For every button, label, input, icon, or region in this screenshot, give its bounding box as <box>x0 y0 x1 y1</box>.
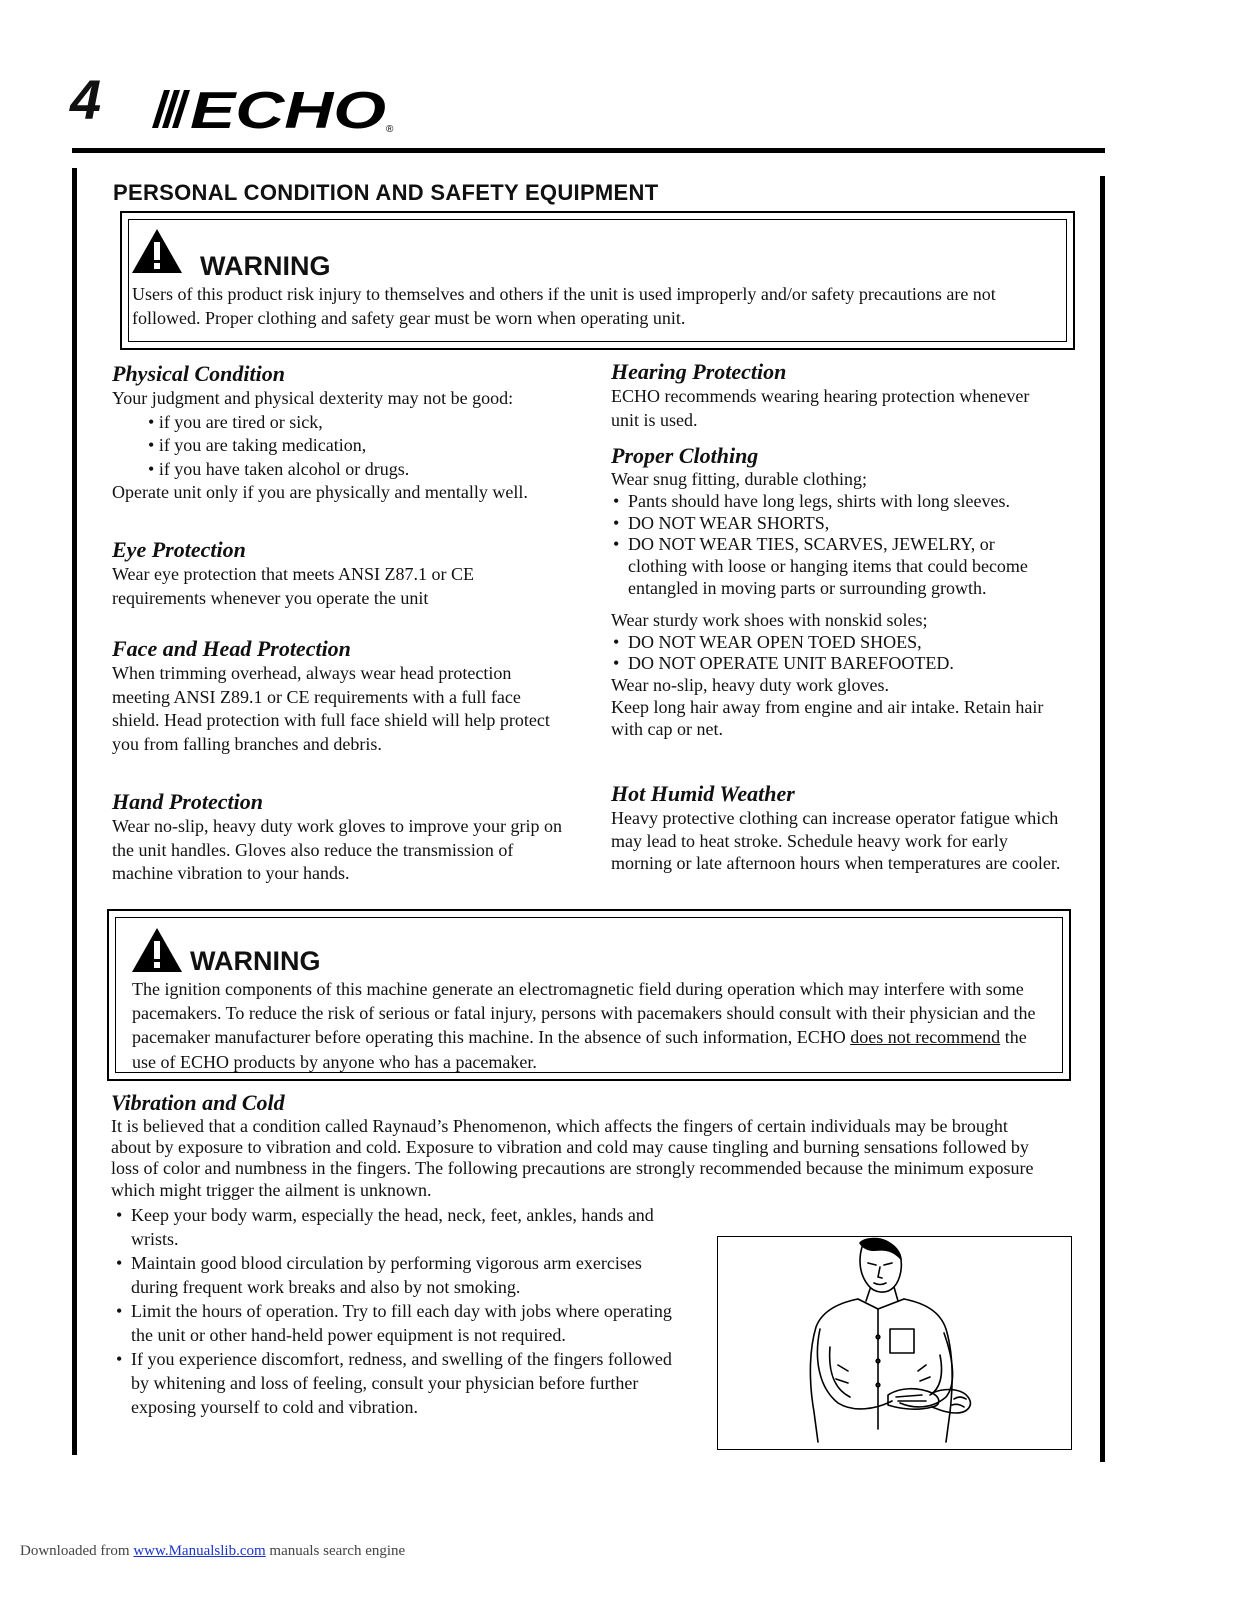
list-item: • Pants should have long legs, shirts with long sleeves. <box>611 491 1053 513</box>
hearing-protection-text: ECHO recommends wearing hearing protection whenever unit is used. <box>611 386 1030 430</box>
header-rule <box>72 148 1105 153</box>
proper-clothing-intro: Wear snug fitting, durable clothing; <box>611 469 867 489</box>
list-item: • if you have taken alcohol or drugs. <box>148 458 582 482</box>
hand-protection-text: Wear no-slip, heavy duty work gloves to improve your grip on the unit handles. Gloves also reduce the transmission of machine vibration to your hands. <box>112 816 562 883</box>
hearing-protection-section <box>611 359 1061 432</box>
list-item: • if you are taking medication, <box>148 434 582 458</box>
hand-protection-heading: Hand Protection <box>112 789 263 814</box>
eye-protection-heading: Eye Protection <box>112 537 246 562</box>
warning-title: WARNING <box>200 251 331 281</box>
warning-triangle-icon <box>129 926 185 974</box>
list-item: • If you experience discomfort, redness, and swelling of the fingers followed by whitening and loss of feeling, consult your physician before further exposing yourself to cold and vibration. <box>114 1347 692 1419</box>
face-head-heading: Face and Head Protection <box>112 636 351 661</box>
footer <box>20 1543 405 1560</box>
manualslib-link[interactable]: www.Manualslib.com <box>133 1543 266 1559</box>
face-head-text: When trimming overhead, always wear head protection meeting ANSI Z89.1 or CE requirements with a full face shield. Head protection with full face shield will help protect you from falling branches and debris. <box>112 663 550 754</box>
hot-humid-section <box>611 781 1071 875</box>
warning-box-pacemaker <box>107 909 1071 1081</box>
hot-humid-text: Heavy protective clothing can increase operator fatigue which may lead to heat stroke. Schedule heavy work for early morning or late afternoon hours when temperatures are cooler. <box>611 808 1061 873</box>
physical-condition-outro: Operate unit only if you are physically and mentally well. <box>112 482 528 502</box>
physical-condition-list <box>112 411 582 482</box>
hot-humid-heading: Hot Humid Weather <box>611 781 795 806</box>
proper-clothing-heading: Proper Clothing <box>611 443 759 468</box>
warning-text: The ignition components of this machine generate an electromagnetic field during operation which may interfere with some pacemakers. To reduce the risk of serious or fatal injury, persons with pacemakers should consult with their physician and the pacemaker manufacturer before operating this machine. In the absence of such information, ECHO does not recommend the use of ECHO products by anyone who has a pacemaker. <box>132 979 1036 1072</box>
face-head-section <box>112 636 572 756</box>
hearing-protection-heading: Hearing Protection <box>611 359 787 384</box>
list-item: • DO NOT OPERATE UNIT BAREFOOTED. <box>611 653 1071 675</box>
shoes-intro: Wear sturdy work shoes with nonskid soles; <box>611 609 928 630</box>
hand-protection-section <box>112 789 572 886</box>
left-margin-bar <box>72 168 77 1455</box>
warning-box-safety-gear <box>120 211 1075 350</box>
hair-text: Keep long hair away from engine and air intake. Retain hair with cap or net. <box>611 696 1044 739</box>
physical-condition-heading: Physical Condition <box>112 361 285 386</box>
eye-protection-section <box>112 537 552 610</box>
vibration-cold-heading: Vibration and Cold <box>111 1090 285 1115</box>
does-not-recommend-text: does not recommend <box>850 1027 1001 1048</box>
list-item: • DO NOT WEAR SHORTS, <box>611 513 1053 535</box>
man-rubbing-hands-illustration <box>717 1236 1072 1450</box>
list-item: • Limit the hours of operation. Try to fill each day with jobs where operating the unit or other hand-held power equipment is not required. <box>114 1299 692 1347</box>
page-number: 4 <box>70 68 102 131</box>
vibration-cold-section <box>111 1090 1051 1201</box>
list-item: • DO NOT WEAR OPEN TOED SHOES, <box>611 632 1071 654</box>
list-item: • Maintain good blood circulation by performing vigorous arm exercises during frequent work breaks and also by not smoking. <box>114 1251 692 1299</box>
list-item: • if you are tired or sick, <box>148 411 582 435</box>
vibration-cold-list <box>114 1203 692 1419</box>
shoes-list <box>611 632 1071 676</box>
echo-logo <box>150 84 400 136</box>
footer-suffix: manuals search engine <box>265 1543 406 1559</box>
footer-prefix: Downloaded from <box>20 1543 134 1559</box>
right-margin-bar <box>1100 176 1105 1462</box>
warning-text: Users of this product risk injury to themselves and others if the unit is used improperly and/or safety precautions are not followed. Proper clothing and safety gear must be worn when operating unit. <box>132 284 996 328</box>
section-title: PERSONAL CONDITION AND SAFETY EQUIPMENT <box>113 180 659 205</box>
list-item: • Keep your body warm, especially the head, neck, feet, ankles, hands and wrists. <box>114 1203 692 1251</box>
logo-text: ECHO <box>190 84 386 136</box>
proper-clothing-section <box>611 443 1071 741</box>
physical-condition-section <box>112 361 582 505</box>
warning-triangle-icon <box>130 227 184 275</box>
list-item: • DO NOT WEAR TIES, SCARVES, JEWELRY, or clothing with loose or hanging items that could become entangled in moving parts or surrounding growth. <box>611 534 1053 599</box>
physical-condition-intro: Your judgment and physical dexterity may not be good: <box>112 388 514 408</box>
eye-protection-text: Wear eye protection that meets ANSI Z87.1 or CE requirements whenever you operate the unit <box>112 564 474 608</box>
warning-title: WARNING <box>190 946 321 976</box>
registered-mark: ® <box>386 124 394 135</box>
gloves-text: Wear no-slip, heavy duty work gloves. <box>611 675 889 696</box>
vibration-cold-text: It is believed that a condition called Raynaud’s Phenomenon, which affects the fingers of certain individuals may be brought about by exposure to vibration and cold. Exposure to vibration and cold may cause tingling and burning sensations followed by loss of color and numbness in the fingers. The following precautions are strongly recommended because the minimum exposure which might trigger the ailment is unknown. <box>111 1116 1034 1200</box>
proper-clothing-list <box>611 491 1071 600</box>
